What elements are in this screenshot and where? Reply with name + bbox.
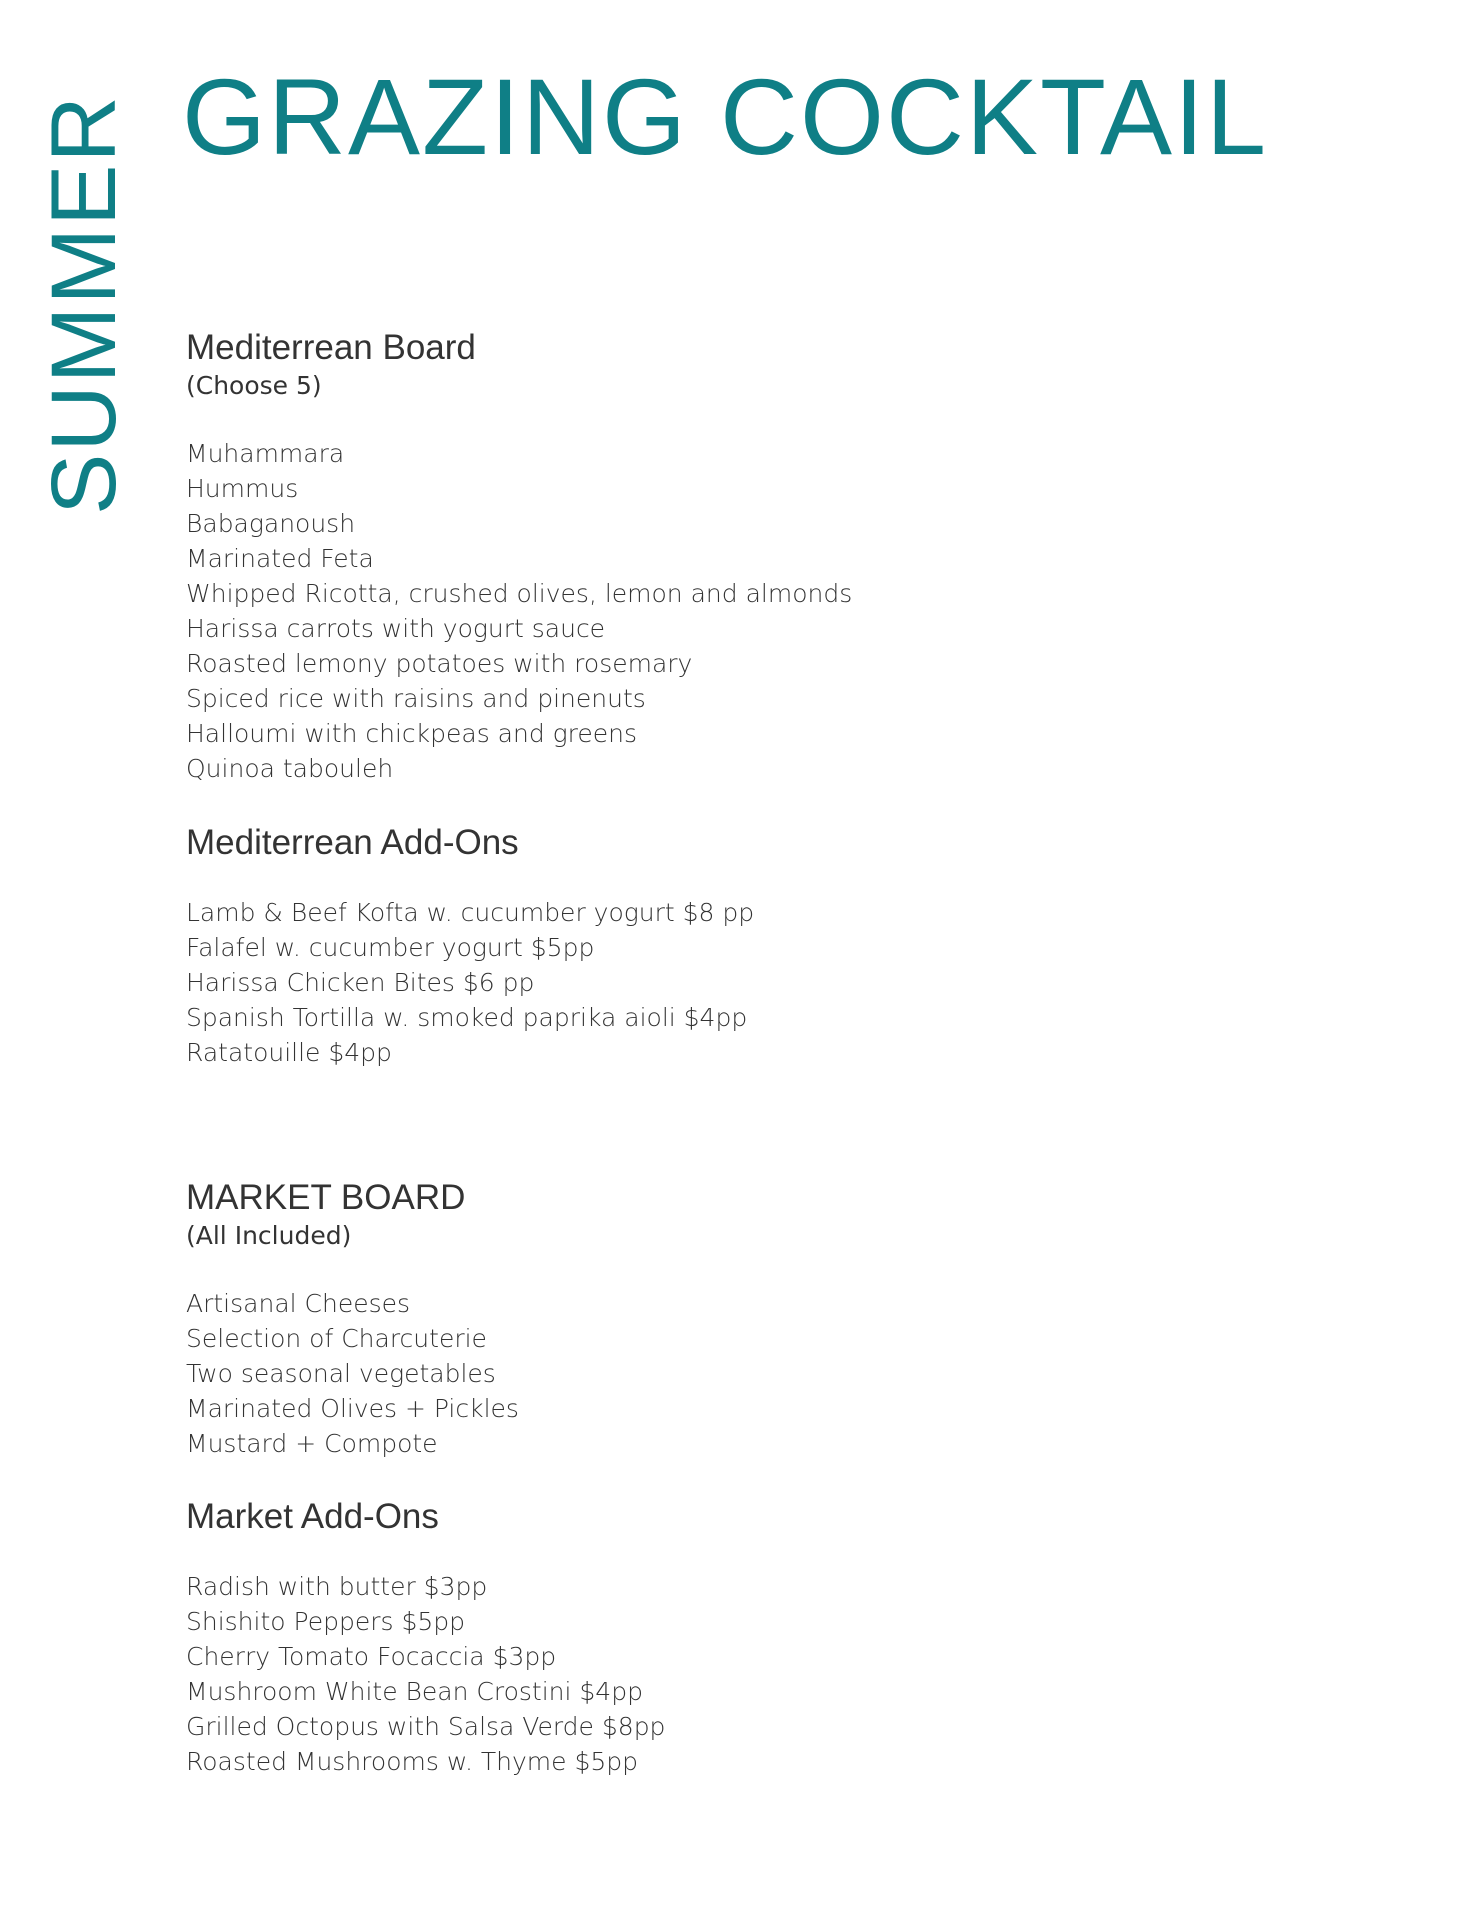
mediterranean-board-section [186,328,1086,786]
list-item: Falafel w. cucumber yogurt $5pp [186,933,595,962]
list-item: Grilled Octopus with Salsa Verde $8pp [186,1712,666,1741]
market-addons-heading: Market Add-Ons [186,1497,439,1536]
page-title: GRAZING COCKTAIL [182,56,1269,177]
list-item: Harissa carrots with yogurt sauce [186,614,606,643]
list-item: Mustard + Compote [186,1429,438,1458]
list-item: Quinoa tabouleh [186,754,394,783]
list-item: Halloumi with chickpeas and greens [186,719,638,748]
list-item: Spanish Tortilla w. smoked paprika aioli $4pp [186,1003,748,1032]
list-item: Lamb & Beef Kofta w. cucumber yogurt $8 pp [186,898,755,927]
mediterranean-addons-heading: Mediterrean Add-Ons [186,823,519,862]
mediterranean-addons-items [186,895,1086,1070]
list-item: Selection of Charcuterie [186,1324,487,1353]
market-addons-items [186,1569,1086,1779]
list-item: Marinated Olives + Pickles [186,1394,519,1423]
list-item: Shishito Peppers $5pp [186,1607,466,1636]
mediterranean-addons-section [186,823,1086,1070]
list-item: Whipped Ricotta, crushed olives, lemon and almonds [186,579,853,608]
list-item: Artisanal Cheeses [186,1289,411,1318]
list-item: Roasted Mushrooms w. Thyme $5pp [186,1747,639,1776]
list-item: Radish with butter $3pp [186,1572,488,1601]
market-board-heading: MARKET BOARD [186,1178,466,1217]
list-item: Marinated Feta [186,544,374,573]
list-item: Muhammara [186,439,345,468]
list-item: Roasted lemony potatoes with rosemary [186,649,693,678]
list-item: Two seasonal vegetables [186,1359,496,1388]
side-title-summer: SUMMER [33,94,135,516]
mediterranean-board-heading: Mediterrean Board [186,328,476,367]
list-item: Ratatouille $4pp [186,1038,392,1067]
market-board-items [186,1286,1086,1461]
market-board-note: (All Included) [186,1221,352,1250]
market-addons-section [186,1497,1086,1779]
mediterranean-board-note: (Choose 5) [186,371,322,400]
list-item: Harissa Chicken Bites $6 pp [186,968,535,997]
list-item: Babaganoush [186,509,356,538]
list-item: Hummus [186,474,299,503]
mediterranean-board-items [186,436,1086,786]
list-item: Cherry Tomato Focaccia $3pp [186,1642,557,1671]
list-item: Spiced rice with raisins and pinenuts [186,684,646,713]
market-board-section [186,1178,1086,1461]
list-item: Mushroom White Bean Crostini $4pp [186,1677,643,1706]
